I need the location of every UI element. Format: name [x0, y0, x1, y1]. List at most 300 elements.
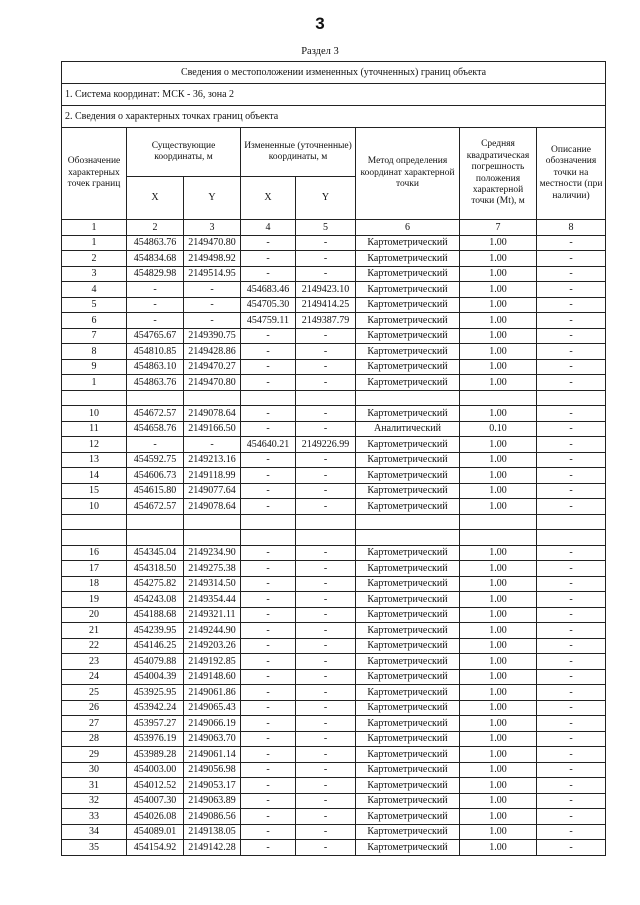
changed-y-cell: -: [296, 747, 356, 763]
table-row: [62, 437, 606, 453]
error-cell: 1.00: [460, 607, 537, 623]
existing-x-cell: 454615.80: [127, 483, 184, 499]
existing-y-cell: -: [184, 282, 241, 298]
table-row: [62, 561, 606, 577]
description-cell: -: [537, 809, 606, 825]
table-row: [62, 840, 606, 856]
description-cell: -: [537, 576, 606, 592]
table-row: [62, 731, 606, 747]
point-id-cell: 5: [62, 297, 127, 313]
error-cell: 1.00: [460, 716, 537, 732]
table-row: [62, 282, 606, 298]
table-row: [62, 235, 606, 251]
existing-x-cell: 454089.01: [127, 824, 184, 840]
description-cell: -: [537, 654, 606, 670]
method-cell: Картометрический: [356, 499, 460, 515]
table-row: [62, 468, 606, 484]
existing-y-cell: 2149390.75: [184, 328, 241, 344]
point-id-cell: [62, 530, 127, 546]
changed-x-cell: 454705.30: [241, 297, 296, 313]
changed-x-cell: -: [241, 824, 296, 840]
description-cell: -: [537, 344, 606, 360]
point-id-cell: 13: [62, 452, 127, 468]
changed-x-cell: -: [241, 344, 296, 360]
existing-x-cell: 454658.76: [127, 421, 184, 437]
method-cell: Картометрический: [356, 297, 460, 313]
changed-x-cell: -: [241, 561, 296, 577]
error-cell: 1.00: [460, 359, 537, 375]
point-id-cell: 19: [62, 592, 127, 608]
description-cell: -: [537, 437, 606, 453]
header-existing: Существующие координаты, м: [127, 128, 241, 177]
column-number-cell: 7: [460, 220, 537, 236]
existing-y-cell: 2149275.38: [184, 561, 241, 577]
changed-x-cell: -: [241, 592, 296, 608]
error-cell: 1.00: [460, 499, 537, 515]
description-cell: -: [537, 468, 606, 484]
changed-y-cell: -: [296, 328, 356, 344]
column-number-cell: 1: [62, 220, 127, 236]
point-id-cell: [62, 514, 127, 530]
boundary-points-table: [61, 61, 606, 856]
existing-y-cell: 2149086.56: [184, 809, 241, 825]
description-cell: -: [537, 251, 606, 267]
description-cell: -: [537, 282, 606, 298]
changed-x-cell: -: [241, 840, 296, 856]
description-cell: -: [537, 452, 606, 468]
header-x-existing: X: [127, 177, 184, 220]
changed-x-cell: -: [241, 421, 296, 437]
point-id-cell: 22: [62, 638, 127, 654]
changed-y-cell: 2149387.79: [296, 313, 356, 329]
description-cell: -: [537, 638, 606, 654]
method-cell: Картометрический: [356, 778, 460, 794]
changed-y-cell: [296, 514, 356, 530]
point-id-cell: 11: [62, 421, 127, 437]
error-cell: 1.00: [460, 251, 537, 267]
description-cell: -: [537, 607, 606, 623]
table-row: [62, 778, 606, 794]
table-row: [62, 592, 606, 608]
changed-x-cell: 454640.21: [241, 437, 296, 453]
existing-x-cell: [127, 390, 184, 406]
table-row: [62, 421, 606, 437]
header-y-existing: Y: [184, 177, 241, 220]
table-row: [62, 607, 606, 623]
existing-y-cell: 2149470.27: [184, 359, 241, 375]
method-cell: Картометрический: [356, 235, 460, 251]
changed-y-cell: -: [296, 592, 356, 608]
changed-y-cell: -: [296, 452, 356, 468]
changed-x-cell: -: [241, 747, 296, 763]
point-id-cell: 14: [62, 468, 127, 484]
description-cell: -: [537, 406, 606, 422]
existing-x-cell: 454012.52: [127, 778, 184, 794]
description-cell: -: [537, 623, 606, 639]
error-cell: 1.00: [460, 266, 537, 282]
changed-x-cell: -: [241, 716, 296, 732]
header-description: Описание обозначения точки на местности (при наличии): [537, 128, 606, 220]
table-row: [62, 266, 606, 282]
changed-x-cell: -: [241, 251, 296, 267]
error-cell: 1.00: [460, 778, 537, 794]
point-id-cell: 35: [62, 840, 127, 856]
existing-x-cell: 454672.57: [127, 499, 184, 515]
description-cell: [537, 530, 606, 546]
changed-y-cell: -: [296, 359, 356, 375]
changed-x-cell: -: [241, 623, 296, 639]
point-id-cell: 34: [62, 824, 127, 840]
existing-y-cell: 2149063.89: [184, 793, 241, 809]
changed-x-cell: -: [241, 468, 296, 484]
changed-y-cell: -: [296, 576, 356, 592]
method-cell: Картометрический: [356, 685, 460, 701]
table-row: [62, 328, 606, 344]
changed-x-cell: -: [241, 266, 296, 282]
error-cell: 1.00: [460, 468, 537, 484]
changed-y-cell: [296, 390, 356, 406]
description-cell: -: [537, 235, 606, 251]
description-cell: -: [537, 840, 606, 856]
table-caption: Сведения о местоположении измененных (уточненных) границ объекта: [62, 62, 606, 84]
point-id-cell: 1: [62, 375, 127, 391]
existing-y-cell: 2149192.85: [184, 654, 241, 670]
existing-x-cell: 454243.08: [127, 592, 184, 608]
existing-x-cell: -: [127, 282, 184, 298]
table-row: [62, 499, 606, 515]
changed-y-cell: -: [296, 685, 356, 701]
existing-x-cell: -: [127, 297, 184, 313]
table-row: [62, 359, 606, 375]
point-id-cell: 23: [62, 654, 127, 670]
error-cell: 1.00: [460, 545, 537, 561]
table-row: [62, 452, 606, 468]
point-id-cell: 28: [62, 731, 127, 747]
description-cell: -: [537, 375, 606, 391]
existing-y-cell: 2149142.28: [184, 840, 241, 856]
changed-x-cell: -: [241, 778, 296, 794]
changed-y-cell: -: [296, 824, 356, 840]
existing-y-cell: 2149470.80: [184, 235, 241, 251]
table-row: [62, 576, 606, 592]
point-id-cell: 18: [62, 576, 127, 592]
existing-x-cell: 454007.30: [127, 793, 184, 809]
point-id-cell: 17: [62, 561, 127, 577]
description-cell: -: [537, 793, 606, 809]
table-row: [62, 793, 606, 809]
changed-x-cell: -: [241, 700, 296, 716]
table-row: [62, 483, 606, 499]
description-cell: [537, 390, 606, 406]
column-numbers-row: [62, 220, 606, 236]
method-cell: Картометрический: [356, 793, 460, 809]
changed-x-cell: [241, 530, 296, 546]
existing-x-cell: 454863.76: [127, 375, 184, 391]
method-cell: Картометрический: [356, 700, 460, 716]
changed-y-cell: -: [296, 344, 356, 360]
method-cell: [356, 514, 460, 530]
changed-y-cell: -: [296, 251, 356, 267]
changed-x-cell: -: [241, 762, 296, 778]
changed-x-cell: -: [241, 545, 296, 561]
existing-y-cell: 2149063.70: [184, 731, 241, 747]
table-row: [62, 297, 606, 313]
table-row: [62, 654, 606, 670]
error-cell: [460, 514, 537, 530]
description-cell: -: [537, 561, 606, 577]
existing-x-cell: 454592.75: [127, 452, 184, 468]
existing-x-cell: 454004.39: [127, 669, 184, 685]
table-row: [62, 809, 606, 825]
method-cell: Картометрический: [356, 406, 460, 422]
changed-y-cell: -: [296, 235, 356, 251]
changed-x-cell: -: [241, 483, 296, 499]
existing-x-cell: 454318.50: [127, 561, 184, 577]
existing-y-cell: 2149514.95: [184, 266, 241, 282]
description-cell: -: [537, 824, 606, 840]
existing-y-cell: 2149065.43: [184, 700, 241, 716]
existing-y-cell: 2149148.60: [184, 669, 241, 685]
point-id-cell: 21: [62, 623, 127, 639]
existing-x-cell: 454003.00: [127, 762, 184, 778]
existing-y-cell: 2149314.50: [184, 576, 241, 592]
existing-x-cell: 453976.19: [127, 731, 184, 747]
existing-y-cell: 2149470.80: [184, 375, 241, 391]
error-cell: 1.00: [460, 700, 537, 716]
method-cell: Картометрический: [356, 452, 460, 468]
changed-y-cell: -: [296, 716, 356, 732]
existing-y-cell: 2149061.86: [184, 685, 241, 701]
error-cell: 1.00: [460, 793, 537, 809]
changed-x-cell: -: [241, 638, 296, 654]
changed-x-cell: 454759.11: [241, 313, 296, 329]
point-id-cell: 10: [62, 499, 127, 515]
table-row: [62, 700, 606, 716]
method-cell: Картометрический: [356, 561, 460, 577]
changed-x-cell: -: [241, 406, 296, 422]
column-number-cell: 4: [241, 220, 296, 236]
header-y-changed: Y: [296, 177, 356, 220]
description-cell: [537, 514, 606, 530]
point-id-cell: 33: [62, 809, 127, 825]
point-id-cell: 8: [62, 344, 127, 360]
method-cell: Картометрический: [356, 375, 460, 391]
existing-x-cell: -: [127, 313, 184, 329]
existing-x-cell: -: [127, 437, 184, 453]
error-cell: 1.00: [460, 313, 537, 329]
error-cell: 1.00: [460, 840, 537, 856]
error-cell: 1.00: [460, 623, 537, 639]
description-cell: -: [537, 669, 606, 685]
existing-x-cell: 454829.98: [127, 266, 184, 282]
existing-y-cell: 2149118.99: [184, 468, 241, 484]
existing-y-cell: 2149078.64: [184, 406, 241, 422]
method-cell: Картометрический: [356, 638, 460, 654]
existing-y-cell: 2149077.64: [184, 483, 241, 499]
method-cell: Картометрический: [356, 437, 460, 453]
existing-y-cell: [184, 530, 241, 546]
method-cell: Картометрический: [356, 809, 460, 825]
method-cell: [356, 530, 460, 546]
changed-y-cell: -: [296, 406, 356, 422]
point-id-cell: 3: [62, 266, 127, 282]
changed-x-cell: -: [241, 607, 296, 623]
error-cell: 1.00: [460, 669, 537, 685]
method-cell: Картометрический: [356, 328, 460, 344]
existing-x-cell: 453957.27: [127, 716, 184, 732]
existing-y-cell: 2149498.92: [184, 251, 241, 267]
changed-y-cell: -: [296, 545, 356, 561]
method-cell: Картометрический: [356, 282, 460, 298]
error-cell: 1.00: [460, 235, 537, 251]
existing-x-cell: 454810.85: [127, 344, 184, 360]
point-id-cell: 29: [62, 747, 127, 763]
existing-y-cell: 2149166.50: [184, 421, 241, 437]
column-number-cell: 6: [356, 220, 460, 236]
description-cell: -: [537, 762, 606, 778]
changed-y-cell: -: [296, 638, 356, 654]
page-number: 3: [315, 14, 325, 33]
changed-y-cell: -: [296, 654, 356, 670]
existing-x-cell: [127, 530, 184, 546]
error-cell: 1.00: [460, 328, 537, 344]
column-number-cell: 2: [127, 220, 184, 236]
table-row: [62, 762, 606, 778]
changed-y-cell: [296, 530, 356, 546]
method-cell: Картометрический: [356, 592, 460, 608]
existing-y-cell: -: [184, 297, 241, 313]
point-id-cell: 16: [62, 545, 127, 561]
changed-y-cell: -: [296, 669, 356, 685]
table-row: [62, 545, 606, 561]
points-heading: 2. Сведения о характерных точках границ объекта: [62, 106, 606, 128]
changed-x-cell: -: [241, 452, 296, 468]
method-cell: Картометрический: [356, 607, 460, 623]
column-number-cell: 5: [296, 220, 356, 236]
existing-x-cell: 454188.68: [127, 607, 184, 623]
changed-x-cell: [241, 514, 296, 530]
table-row: [62, 406, 606, 422]
method-cell: Картометрический: [356, 669, 460, 685]
point-id-cell: 2: [62, 251, 127, 267]
changed-y-cell: -: [296, 840, 356, 856]
error-cell: 1.00: [460, 561, 537, 577]
table-row: [62, 344, 606, 360]
point-id-cell: 4: [62, 282, 127, 298]
table-row: [62, 685, 606, 701]
changed-x-cell: [241, 390, 296, 406]
error-cell: 1.00: [460, 437, 537, 453]
existing-x-cell: 454345.04: [127, 545, 184, 561]
existing-y-cell: 2149061.14: [184, 747, 241, 763]
method-cell: Картометрический: [356, 576, 460, 592]
changed-y-cell: 2149226.99: [296, 437, 356, 453]
error-cell: 1.00: [460, 483, 537, 499]
description-cell: -: [537, 700, 606, 716]
changed-y-cell: 2149423.10: [296, 282, 356, 298]
error-cell: 1.00: [460, 297, 537, 313]
error-cell: 1.00: [460, 747, 537, 763]
changed-y-cell: -: [296, 778, 356, 794]
existing-y-cell: 2149066.19: [184, 716, 241, 732]
existing-x-cell: 454672.57: [127, 406, 184, 422]
existing-x-cell: 453989.28: [127, 747, 184, 763]
point-id-cell: 27: [62, 716, 127, 732]
method-cell: Картометрический: [356, 716, 460, 732]
existing-y-cell: 2149234.90: [184, 545, 241, 561]
point-id-cell: [62, 390, 127, 406]
description-cell: -: [537, 499, 606, 515]
method-cell: Картометрический: [356, 747, 460, 763]
description-cell: -: [537, 359, 606, 375]
changed-y-cell: -: [296, 468, 356, 484]
error-cell: 1.00: [460, 592, 537, 608]
error-cell: 1.00: [460, 282, 537, 298]
table-row: [62, 390, 606, 406]
changed-x-cell: -: [241, 375, 296, 391]
column-number-cell: 8: [537, 220, 606, 236]
existing-x-cell: [127, 514, 184, 530]
description-cell: -: [537, 685, 606, 701]
error-cell: 1.00: [460, 576, 537, 592]
point-id-cell: 25: [62, 685, 127, 701]
error-cell: [460, 390, 537, 406]
point-id-cell: 1: [62, 235, 127, 251]
existing-x-cell: 454146.25: [127, 638, 184, 654]
description-cell: -: [537, 731, 606, 747]
table-row: [62, 251, 606, 267]
point-id-cell: 10: [62, 406, 127, 422]
error-cell: 1.00: [460, 638, 537, 654]
existing-y-cell: 2149428.86: [184, 344, 241, 360]
header-method: Метод определения координат характерной точки: [356, 128, 460, 220]
error-cell: 1.00: [460, 654, 537, 670]
error-cell: 1.00: [460, 344, 537, 360]
changed-x-cell: -: [241, 499, 296, 515]
changed-x-cell: -: [241, 669, 296, 685]
changed-x-cell: -: [241, 359, 296, 375]
existing-y-cell: 2149244.90: [184, 623, 241, 639]
method-cell: [356, 390, 460, 406]
point-id-cell: 6: [62, 313, 127, 329]
existing-x-cell: 454275.82: [127, 576, 184, 592]
method-cell: Картометрический: [356, 654, 460, 670]
description-cell: -: [537, 328, 606, 344]
existing-y-cell: 2149138.05: [184, 824, 241, 840]
table-row: [62, 716, 606, 732]
point-id-cell: 7: [62, 328, 127, 344]
point-id-cell: 24: [62, 669, 127, 685]
existing-x-cell: 454863.76: [127, 235, 184, 251]
table-row: [62, 530, 606, 546]
existing-y-cell: 2149078.64: [184, 499, 241, 515]
existing-x-cell: 454026.08: [127, 809, 184, 825]
changed-x-cell: -: [241, 235, 296, 251]
existing-y-cell: 2149053.17: [184, 778, 241, 794]
changed-y-cell: -: [296, 793, 356, 809]
method-cell: Картометрический: [356, 824, 460, 840]
description-cell: -: [537, 592, 606, 608]
existing-y-cell: -: [184, 313, 241, 329]
changed-y-cell: -: [296, 561, 356, 577]
changed-y-cell: -: [296, 809, 356, 825]
method-cell: Картометрический: [356, 468, 460, 484]
point-id-cell: 30: [62, 762, 127, 778]
existing-y-cell: -: [184, 437, 241, 453]
changed-x-cell: -: [241, 576, 296, 592]
table-row: [62, 669, 606, 685]
changed-x-cell: -: [241, 793, 296, 809]
